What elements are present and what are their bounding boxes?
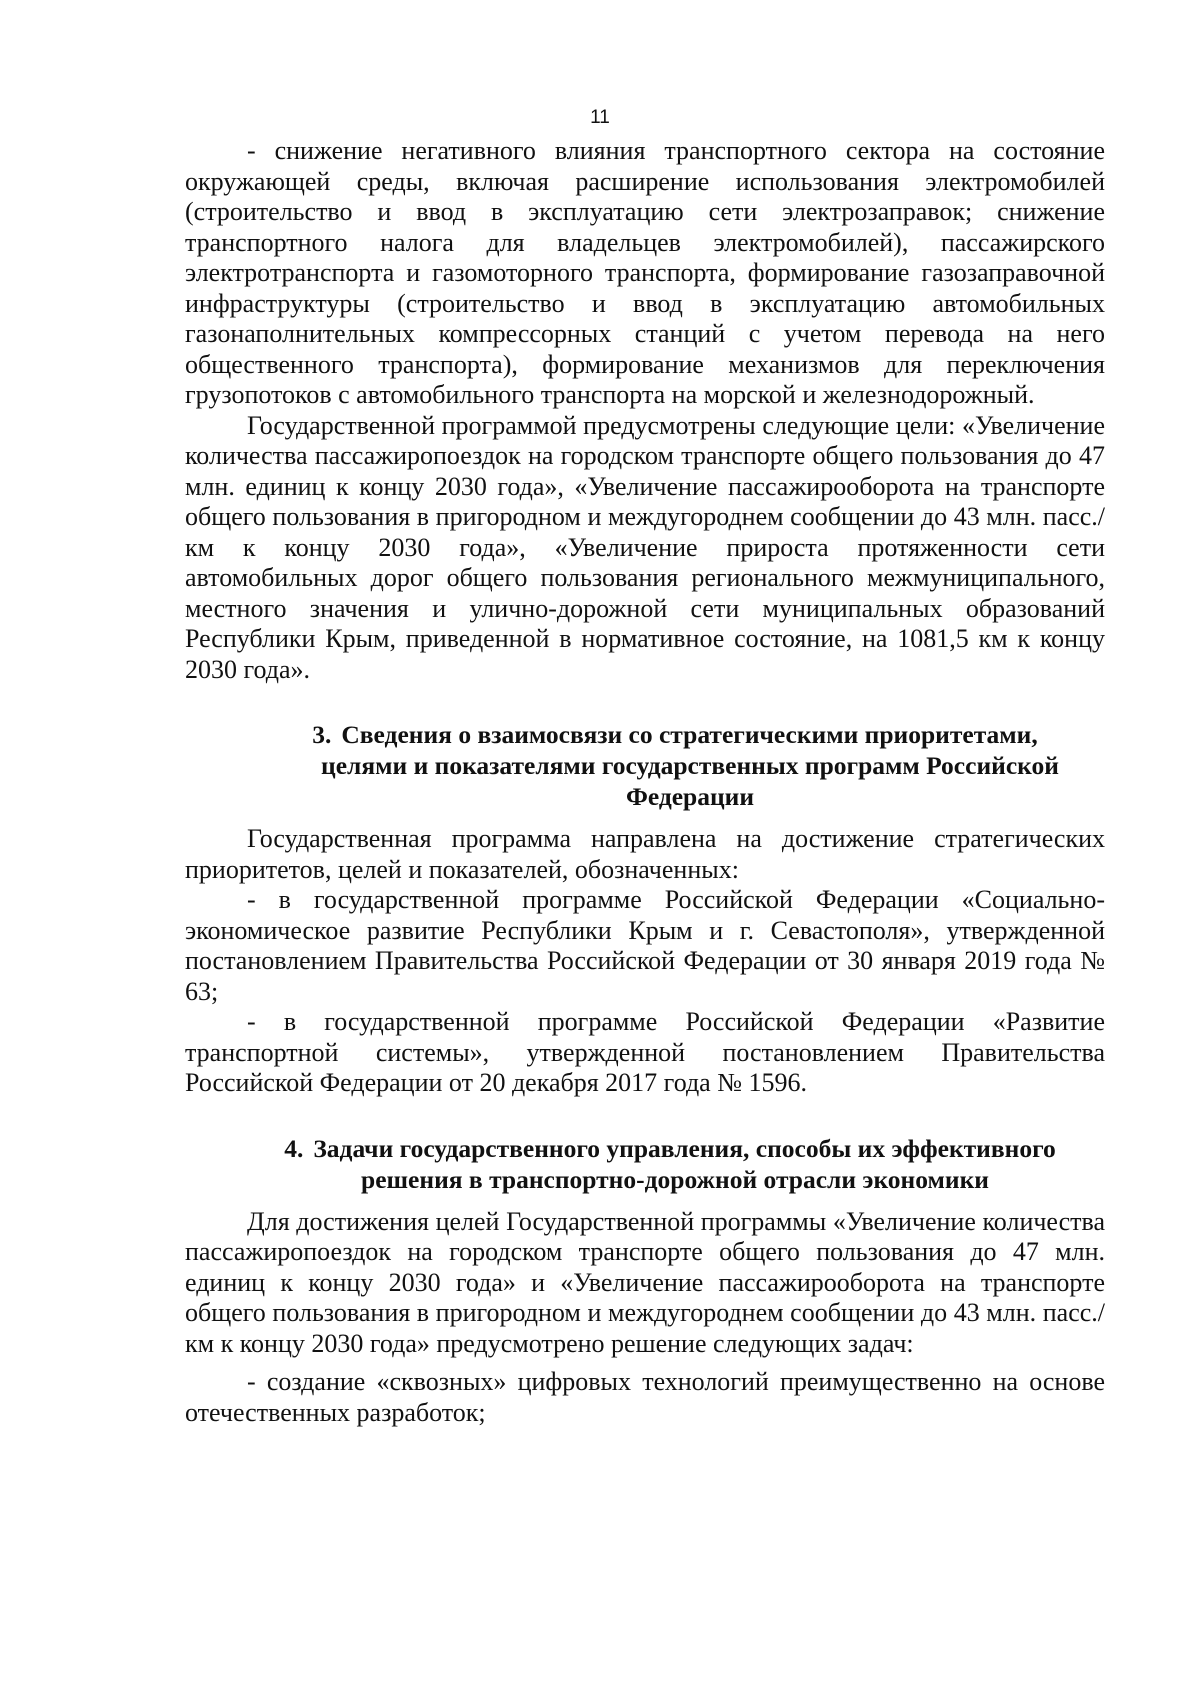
section-4-heading-line-2: решения в транспортно-дорожной отрасли экономики [361, 1164, 989, 1194]
section-3-heading [185, 719, 1105, 812]
paragraph-section-3-item-1: - в государственной программе Российской Федерации «Социально-экономическое развитие Республики Крым и г. Севастополя», утвержденной постановлением Правительства Российской Федерации от 30 января 2019 года № 63; [185, 885, 1105, 1006]
paragraph-section-3-intro: Государственная программа направлена на достижение стратегических приоритетов, целей и показателей, обозначенных: [185, 824, 1105, 884]
section-3-heading-line-2: целями и показателями государственных программ Российской [321, 751, 1059, 780]
paragraph-section-4-item-1: - создание «сквозных» цифровых технологий преимущественно на основе отечественных разработок; [185, 1367, 1105, 1427]
paragraph-program-goals: Государственной программой предусмотрены следующие цели: «Увеличение количества пассажиропоездок на городском транспорте общего пользования до 47 млн. единиц к концу 2030 года», «Увеличение пассажирооборота на транспорте общего пользования в пригородном и междугороднем сообщении до 43 млн. пасс./км к концу 2030 года», «Увеличение прироста протяженности сети автомобильных дорог общего пользования регионального межмуниципального, местного значения и улично-дорожной сети муниципальных образований Республики Крым, приведенной в нормативное состояние, на 1081,5 км к концу 2030 года». [185, 410, 1105, 684]
paragraph-environment-impact: - снижение негативного влияния транспортного сектора на состояние окружающей среды, включая расширение использования электромобилей (строительство и ввод в эксплуатацию сети электрозаправок; снижение транспортного налога для владельцев электромобилей), пассажирского электротранспорта и газомоторного транспорта, формирование газозаправочной инфраструктуры (строительство и ввод в эксплуатацию автомобильных газонаполнительных компрессорных станций с учетом перевода на него общественного транспорта), формирование механизмов для переключения грузопотоков с автомобильного транспорта на морской и железнодорожный. [185, 136, 1105, 409]
section-3-heading-line-3: Федерации [625, 782, 755, 811]
paragraph-section-4-intro: Для достижения целей Государственной программы «Увеличение количества пассажиропоездок на городском транспорте общего пользования до 47 млн. единиц к концу 2030 года» и «Увеличение пассажирооборота на транспорте общего пользования в пригородном и междугороднем сообщении до 43 млн. пасс./км к концу 2030 года» предусмотрено решение следующих задач: [185, 1206, 1105, 1358]
section-3-title-part-1: Сведения о взаимосвязи со стратегическими приоритетами, [341, 720, 1038, 749]
section-3-heading-line-1 [185, 719, 1105, 750]
section-4-number: 4. [284, 1133, 304, 1163]
document-body [185, 136, 1105, 1428]
section-4-heading-line-1 [185, 1133, 1105, 1164]
page-number: 11 [590, 107, 610, 128]
paragraph-section-3-item-2: - в государственной программе Российской Федерации «Развитие транспортной системы», утвержденной постановлением Правительства Российской Федерации от 20 декабря 2017 года № 1596. [185, 1007, 1105, 1097]
section-3-number: 3. [312, 720, 332, 749]
section-4-heading [185, 1133, 1105, 1195]
section-4-title-part-1: Задачи государственного управления, способы их эффективного [313, 1133, 1056, 1163]
